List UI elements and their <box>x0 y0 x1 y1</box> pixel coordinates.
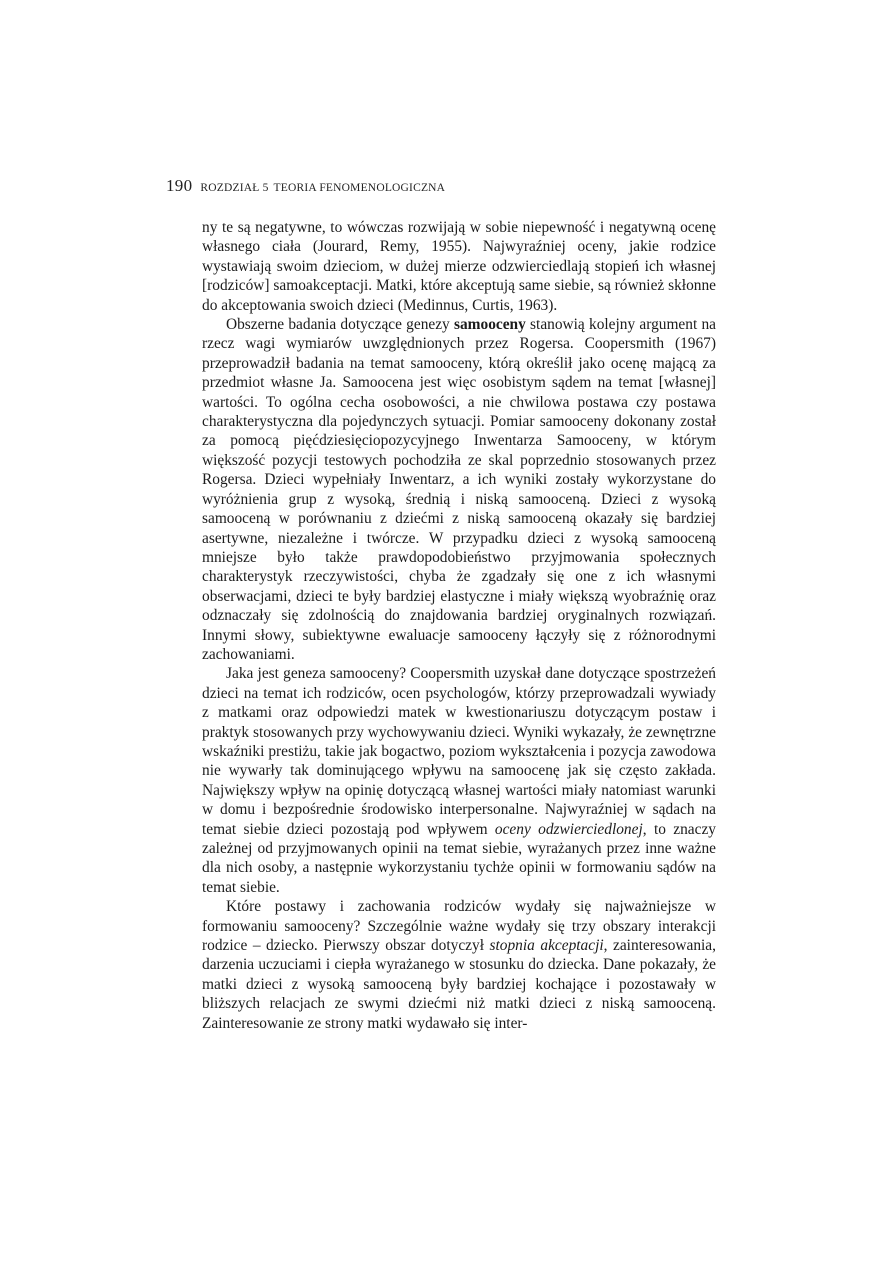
paragraph <box>202 315 716 664</box>
paragraph <box>202 897 716 1033</box>
text-segment: ny te są negatywne, to wówczas rozwijają w sobie niepewność i negatywną ocenę własnego ciała (Jourard, Remy, 1955). Najwyraźniej oceny, jakie rodzice wystawiają swoim dzieciom, w dużej mierze odzwierciedlają stopień ich własnej [rodziców] samoakceptacji. Matki, które akceptują same siebie, są również skłonne do akceptowania swoich dzieci (Medinnus, Curtis, 1963). <box>202 219 716 314</box>
italic-term: oceny odzwierciedlonej <box>494 820 643 838</box>
chapter-title: TEORIA FENOMENOLOGICZNA <box>273 182 446 194</box>
text-segment: Jaka jest geneza samooceny? Coopersmith uzyskał dane dotyczące spostrzeżeń dzieci na temat ich rodziców, ocen psychologów, którzy przeprowadzali wywiady z matkami oraz odpowiedzi matek w kwestionariuszu dotyczącym postaw i praktyk stosowanych przy wychowywaniu dzieci. Wyniki wykazały, że zewnętrzne wskaźniki prestiżu, takie jak bogactwo, poziom wykształcenia i pozycja zawodowa nie wywarły tak dominującego wpływu na samoocenę jak się często zakłada. Największy wpływ na opinię dotyczącą własnej wartości miały natomiast warunki w domu i bezpośrednie środowisko interpersonalne. Najwyraźniej w sądach na temat siebie dzieci pozostają pod wpływem <box>202 665 716 838</box>
text-segment: stanowią kolejny argument na rzecz wagi wymiarów uwzględnionych przez Rogersa. Coopersmith (1967) przeprowadził badania na temat samooceny, którą określił jako ocenę mającą za przedmiot własne Ja. Samoocena jest więc osobistym sądem na temat [własnej] wartości. To ogólna cecha osobowości, a nie chwilowa postawa czy postawa charakterystyczna dla pojedynczych sytuacji. Pomiar samooceny dokonany został za pomocą pięćdziesięciopozycyjnego Inwentarza Samooceny, w którym większość pozycji testowych pochodziła ze skal poprzednio stosowanych przez Rogersa. Dzieci wypełniały Inwentarz, a ich wyniki zostały wykorzystane do wyróżnienia grup z wysoką, średnią i niską samooceną. Dzieci z wysoką samooceną w porównaniu z dziećmi z niską samooceną okazały się bardziej asertywne, niezależne i twórcze. W przypadku dzieci z wysoką samooceną mniejsze było także prawdopodobieństwo przyjmowania społecznych charakterystyk rzeczywistości, chyba że zgadzały się one z ich własnymi obserwacjami, dzieci te były bardziej elastyczne i miały większą wyobraźnię oraz odznaczały się zdolnością do znajdowania bardziej oryginalnych rozwiązań. Innymi słowy, subiektywne ewaluacje samooceny łączyły się z różnorodnymi zachowaniami. <box>202 316 716 663</box>
italic-term: stopnia akceptacji <box>489 937 604 955</box>
body-text <box>202 218 716 1033</box>
text-segment: Które postawy i zachowania rodziców wydały się najważniejsze w formowaniu samooceny? Szczególnie ważne wydały się trzy obszary interakcji rodzice – dziecko. Pierwszy obszar dotyczył <box>202 898 716 955</box>
text-segment: , to znaczy zależnej od przyjmowanych opinii na temat siebie, wyrażanych przez inne ważne dla nich osoby, a następnie wykorzystaniu tychże opinii w formowaniu sądów na temat siebie. <box>202 820 716 896</box>
text-segment: , zainteresowania, darzenia uczuciami i ciepła wyrażanego w stosunku do dziecka. Dane pokazały, że matki dzieci z wysoką samooceną były bardziej kochające i pozostawały w bliższych relacjach ze swymi dziećmi niż matki dzieci z niską samooceną. Zainteresowanie ze strony matki wydawało się inter- <box>202 937 716 1032</box>
page-number: 190 <box>166 176 193 195</box>
paragraph <box>202 664 716 897</box>
chapter-label: ROZDZIAŁ 5 <box>200 182 269 194</box>
text-segment: Obszerne badania dotyczące genezy <box>226 316 454 334</box>
running-head <box>166 176 726 196</box>
bold-term: samooceny <box>454 316 526 334</box>
paragraph <box>202 218 716 315</box>
